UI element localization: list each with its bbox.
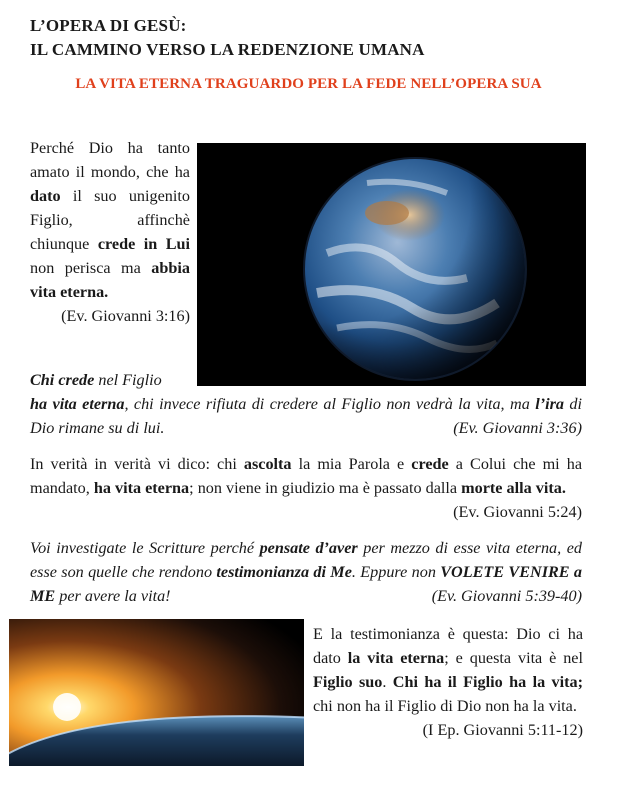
verse-text: , chi invece rifiuta di credere al Figlio non vedrà la vita, ma	[124, 395, 536, 413]
verse-emphasis: l’ira	[535, 395, 564, 413]
page-heading	[30, 14, 600, 62]
verse-giovanni-5-24	[30, 452, 582, 524]
verse-giovanni-5-39-40	[30, 536, 582, 608]
verse-reference: (Ev. Giovanni 3:36)	[453, 419, 582, 437]
verse-emphasis: la vita eterna	[347, 649, 445, 667]
earth-from-space-image	[197, 143, 586, 386]
verse-text: nel Figlio	[94, 371, 162, 389]
verse-text: In verità in verità vi dico: chi	[30, 455, 244, 473]
verse-1-giovanni-5-11-12	[313, 622, 583, 742]
sunrise-graphic	[9, 619, 304, 766]
verse-text: Voi investigate le Scritture perché	[30, 539, 260, 557]
verse-text: non perisca ma	[30, 259, 152, 277]
verse-text: chi non ha il Figlio di Dio non ha la vita.	[313, 697, 577, 715]
verse-reference: (Ev. Giovanni 5:39-40)	[431, 587, 582, 605]
verse-text: Perché Dio ha tanto amato il mondo, che ha	[30, 139, 190, 181]
verse-emphasis: ha vita eterna	[30, 395, 125, 413]
verse-text: a Colui che mi ha mandato,	[30, 455, 583, 497]
verse-giovanni-3-16	[30, 136, 190, 328]
sunrise-over-planet-image	[9, 619, 304, 766]
earth-globe-graphic	[197, 143, 586, 386]
verse-emphasis: abbia vita eterna.	[30, 259, 190, 301]
verse-text: E la testimonianza è questa: Dio ci ha dato	[313, 625, 583, 667]
title-line-2: IL CAMMINO VERSO LA REDENZIONE UMANA	[30, 40, 425, 59]
verse-reference: (I Ep. Giovanni 5:11-12)	[422, 721, 583, 739]
verse-emphasis: crede	[411, 455, 449, 473]
verse-text: ; e questa vita è nel	[444, 649, 583, 667]
subtitle: LA VITA ETERNA TRAGUARDO PER LA FEDE NELL’OPERA SUA	[75, 76, 542, 92]
verse-text: la mia Parola e	[291, 455, 412, 473]
verse-text: il suo unigenito Figlio, affinchè chiunque	[30, 187, 190, 253]
verse-reference: (Ev. Giovanni 5:24)	[453, 503, 582, 521]
verse-text: per mezzo di esse vita eterna, ed esse son quelle che rendono	[30, 539, 582, 581]
title-line-1: L’OPERA DI GESÙ:	[30, 16, 187, 35]
verse-emphasis: crede in Lui	[97, 235, 190, 253]
verse-emphasis: Chi ha il Figlio ha la vita;	[392, 673, 583, 691]
verse-emphasis: VOLETE VENIRE a ME	[30, 563, 582, 605]
verse-emphasis: ha vita eterna	[93, 479, 190, 497]
verse-text: ; non viene in giudizio ma è passato dalla	[189, 479, 462, 497]
verse-text: di Dio rimane su di lui.	[30, 395, 582, 437]
verse-reference: (Ev. Giovanni 3:16)	[61, 307, 190, 325]
verse-emphasis: pensate d’aver	[259, 539, 358, 557]
verse-emphasis: Chi crede	[30, 371, 95, 389]
verse-text: . Eppure non	[351, 563, 441, 581]
verse-emphasis: Figlio suo	[313, 673, 383, 691]
verse-emphasis: testimonianza di Me	[216, 563, 352, 581]
verse-emphasis: morte alla vita.	[461, 479, 566, 497]
verse-text: .	[382, 673, 393, 691]
verse-text: per avere la vita!	[55, 587, 171, 605]
verse-giovanni-3-36	[30, 368, 582, 440]
verse-emphasis: ascolta	[243, 455, 292, 473]
verse-emphasis: dato	[30, 187, 61, 205]
